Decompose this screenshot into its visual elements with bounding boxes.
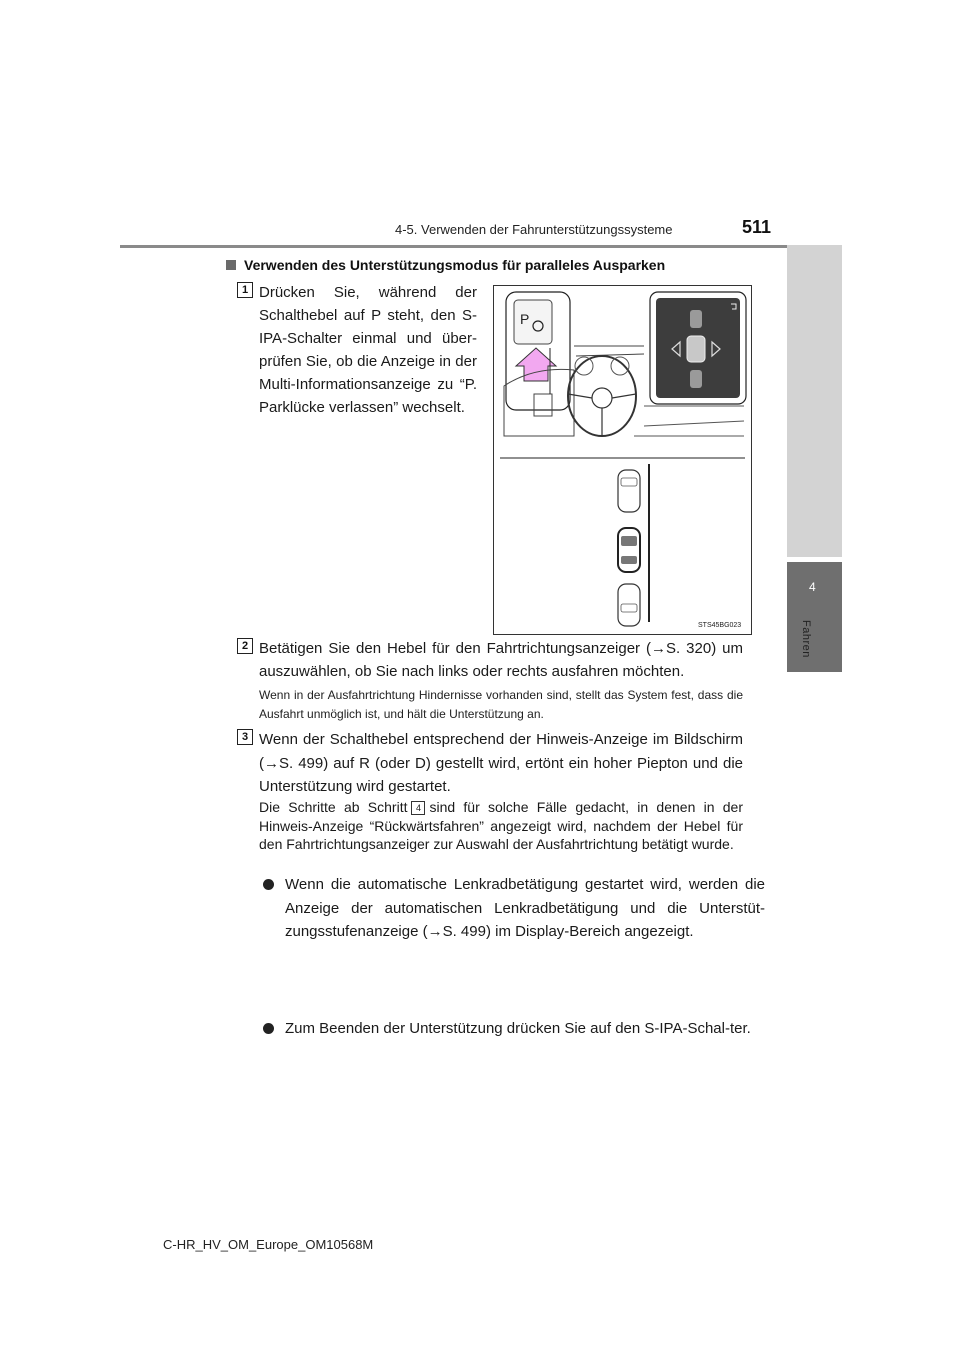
section-title: 4-5. Verwenden der Fahrunterstützungssysteme [395, 222, 673, 237]
bullet-text-2: Zum Beenden der Unterstützung drücken Sie auf den S-IPA-Schal-ter. [285, 1019, 751, 1037]
step-badge-1: 1 [237, 282, 253, 298]
figure-code: STS45BG023 [698, 622, 742, 629]
step-badge-3: 3 [237, 729, 253, 745]
bullet-icon [263, 879, 274, 890]
step-2-note: Wenn in der Ausfahrtrichtung Hindernisse vorhanden sind, stellt das System fest, dass die Ausfahrt unmöglich ist, und hält die Unterstützung an. [259, 688, 743, 721]
chapter-tab [787, 562, 842, 672]
own-car [618, 528, 640, 572]
steering-spokes [568, 394, 636, 436]
step-2-text: Betätigen Sie den Hebel für den Fahrtrichtungsanzeiger (→S. 320) um auszuwählen, ob Sie nach links oder rechts ausfahren möchten. [259, 640, 743, 680]
page-number: 511 [742, 217, 772, 237]
para-before: Die Schritte ab Schritt [259, 799, 408, 815]
step-3-paragraph [259, 798, 743, 854]
step-3-text: Wenn der Schalthebel entsprechend der Hinweis-Anzeige im Bildschirm (→S. 499) auf R (oder D) gestellt wird, ertönt ein hoher Piepton und die Unterstützung wird gestartet. [259, 731, 743, 795]
chapter-number: 4 [809, 580, 816, 594]
car-icon-self [687, 336, 705, 362]
gauge-right [611, 357, 629, 375]
bullet-item-2 [263, 1017, 765, 1041]
section-heading [226, 257, 665, 273]
switch-p-label: P [520, 311, 530, 327]
bullet-text-1: Wenn die automatische Lenkradbetätigung gestartet wird, werden die Anzeige der automatischen Lenkradbetätigung und die Unterstüt-zungsstufenanzeige (→S. 499) im Display-Bereich angezeigt. [285, 876, 765, 940]
bullet-item-1 [263, 873, 765, 944]
para-after: sind für solche Fälle gedacht, in denen in der Hinweis-Anzeige “Rückwärtsfahren” angezeigt wird, nachdem der Hebel für den Fahrtrichtungsanzeiger zur Auswahl der Ausfahrtrichtung betätigt wurde. [259, 799, 744, 852]
heading-text: Verwenden des Unterstützungsmodus für paralleles Ausparken [244, 257, 666, 273]
side-tab-background [787, 245, 842, 557]
illustration-figure [493, 285, 752, 635]
header-rule [120, 245, 842, 248]
heading-square-icon [226, 260, 236, 270]
bullet-icon [263, 1023, 274, 1034]
door-lines [634, 406, 744, 436]
step-1-text: Drücken Sie, während der Schalthebel auf P steht, den S-IPA-Schalter einmal und über-prüfen Sie, ob die Anzeige in der Multi-Informationsanzeige zu “P. Parklücke verlassen” wechselt. [259, 284, 477, 416]
chapter-label: Fahren [800, 620, 812, 658]
step-badge-2: 2 [237, 638, 253, 654]
gauge-left [575, 357, 593, 375]
steering-hub [592, 388, 612, 408]
document-footer: C-HR_HV_OM_Europe_OM10568M [163, 1237, 374, 1252]
inline-step-badge-4: 4 [411, 801, 425, 815]
car-icon-rear [690, 370, 702, 388]
parked-car-front [618, 470, 640, 512]
car-icon-front [690, 310, 702, 328]
figure-drawing [494, 286, 751, 634]
